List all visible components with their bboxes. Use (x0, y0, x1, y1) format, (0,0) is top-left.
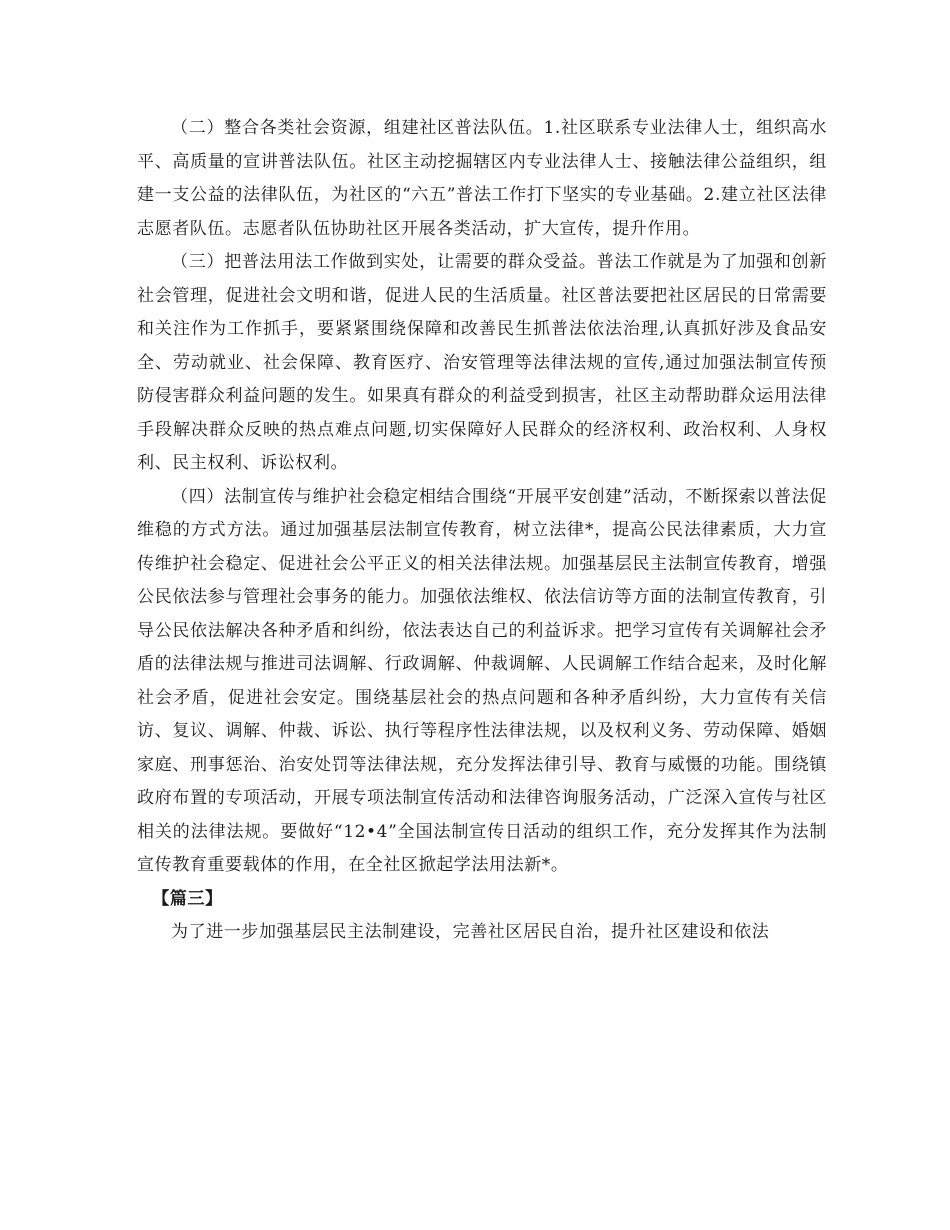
paragraph-stability: （四）法制宣传与维护社会稳定相结合围绕“开展平安创建”活动，不断探索以普法促维稳的方式方法。通过加强基层法制宣传教育，树立法律*，提高公民法律素质，大力宣传维护社会稳定、促进社会公平正义的相关法律法规。加强基层民主法制宣传教育，增强公民依法参与管理社会事务的能力。加强依法维权、依法信访等方面的法制宣传教育，引导公民依法解决各种矛盾和纠纷，依法表达自己的利益诉求。把学习宣传有关调解社会矛盾的法律法规与推进司法调解、行政调解、仲裁调解、人民调解工作结合起来，及时化解社会矛盾，促进社会安定。围绕基层社会的热点问题和各种矛盾纠纷，大力宣传有关信访、复议、调解、仲裁、诉讼、执行等程序性法律法规，以及权利义务、劳动保障、婚姻家庭、刑事惩治、治安处罚等法律法规，充分发挥法律引导、教育与威慑的功能。围绕镇政府布置的专项活动，开展专项法制宣传活动和法律咨询服务活动，广泛深入宣传与社区相关的法律法规。要做好“12•4”全国法制宣传日活动的组织工作，充分发挥其作为法制宣传教育重要载体的作用，在全社区掀起学法用法新*。 (137, 486, 827, 875)
paragraph-practice: （三）把普法用法工作做到实处，让需要的群众受益。普法工作就是为了加强和创新社会管理，促进社会文明和谐，促进人民的生活质量。社区普法要把社区居民的日常需要和关注作为工作抓手，要紧紧围绕保障和改善民生抓普法依法治理,认真抓好涉及食品安全、劳动就业、社会保障、教育医疗、治安管理等法律法规的宣传,通过加强法制宣传预防侵害群众利益问题的发生。如果真有群众的利益受到损害，社区主动帮助群众运用法律手段解决群众反映的热点难点问题,切实保障好人民群众的经济权利、政治权利、人身权利、民主权利、诉讼权利。 (137, 252, 827, 473)
paragraph-section-three-intro: 为了进一步加强基层民主法制建设，完善社区居民自治，提升社区建设和依法 (171, 922, 770, 942)
section-heading: 【篇三】 (152, 888, 223, 909)
paragraph-resources: （二）整合各类社会资源，组建社区普法队伍。1.社区联系专业法律人士，组织高水平、高质量的宣讲普法队伍。社区主动挖掘辖区内专业法律人士、接触法律公益组织，组建一支公益的法律队伍，为社区的“六五”普法工作打下坚实的专业基础。2.建立社区法律志愿者队伍。志愿者队伍协助社区开展各类活动，扩大宣传，提升作用。 (137, 118, 827, 239)
document-body (137, 112, 827, 950)
